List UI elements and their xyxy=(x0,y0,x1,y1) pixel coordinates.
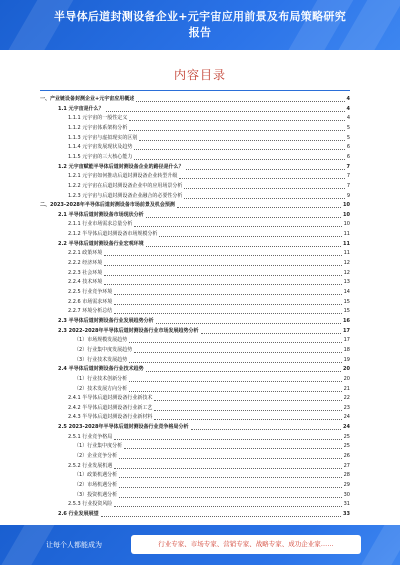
report-footer-banner xyxy=(0,525,400,565)
toc-entry-page: 22 xyxy=(343,395,350,402)
toc-entry-page: 26 xyxy=(343,453,350,460)
footer-slogan-box: 行业专家、市场专家、营销专家、战略专家、成功企业家…… xyxy=(131,535,361,554)
toc-entry-label: 2.5.2 行业发展机遇 xyxy=(68,462,113,469)
toc-entry[interactable] xyxy=(40,95,350,104)
toc-entry-page: 17 xyxy=(343,327,350,334)
toc-leader-dots xyxy=(129,130,344,131)
toc-entry-page: 5 xyxy=(346,124,350,131)
toc-leader-dots xyxy=(154,410,341,411)
toc-leader-dots xyxy=(134,226,341,227)
toc-entry[interactable] xyxy=(58,211,350,220)
toc-entry-label: 2.2.4 技术环境 xyxy=(68,279,103,286)
toc-entry-page: 28 xyxy=(343,472,350,479)
toc-entry-label: （3）行业技术发展趋势 xyxy=(74,356,128,363)
toc-leader-dots xyxy=(104,265,341,266)
toc-entry[interactable] xyxy=(58,365,350,374)
toc-entry-page: 11 xyxy=(343,231,350,238)
toc-entry-label: （1）行业集中度分析 xyxy=(74,443,123,450)
toc-entry-page: 7 xyxy=(346,163,350,170)
toc-entry-label: 1.2.3 元宇宙与后道封测设备企业融合的必要性分析 xyxy=(68,192,183,199)
toc-entry[interactable] xyxy=(74,442,350,451)
toc-entry-page: 14 xyxy=(343,289,350,295)
toc-leader-dots xyxy=(104,275,341,276)
toc-entry[interactable] xyxy=(74,491,350,500)
toc-entry-label: （3）投资机遇分析 xyxy=(74,491,118,498)
toc-leader-dots xyxy=(106,111,345,112)
toc-entry[interactable] xyxy=(68,143,350,152)
toc-entry-page: 21 xyxy=(343,385,350,392)
toc-entry-label: 2.4.2 半导体后道封测设备行业新工艺 xyxy=(68,404,153,411)
toc-entry[interactable] xyxy=(58,423,350,432)
toc-entry-label: （2）市场机遇分析 xyxy=(74,482,118,488)
toc-entry-page: 27 xyxy=(343,462,350,469)
toc-entry[interactable] xyxy=(68,269,350,278)
toc-entry[interactable] xyxy=(68,249,350,258)
toc-entry-page: 17 xyxy=(343,337,350,344)
toc-entry-page: 18 xyxy=(343,346,350,353)
toc-leader-dots xyxy=(114,294,341,295)
toc-entry-label: 1.1.3 元宇宙与虚拟现实的区别 xyxy=(68,134,138,141)
toc-leader-dots xyxy=(124,448,341,449)
toc-entry-page: 24 xyxy=(343,414,350,421)
toc-leader-dots xyxy=(129,391,341,392)
toc-entry[interactable] xyxy=(74,356,350,365)
toc-entry-label: 2.3 2022-2028年半导体后道封测设备行业市场发展趋势分析 xyxy=(58,327,199,334)
toc-entry-page: 7 xyxy=(346,173,350,180)
toc-entry-label: 2.5 2023-2028年半导体后道封测设备行业竞争格局分析 xyxy=(58,424,189,431)
toc-entry-label: 2.6 行业发展展望 xyxy=(58,510,99,517)
toc-entry[interactable] xyxy=(74,375,350,384)
toc-entry-label: 1.1.2 元宇宙体系架构分析 xyxy=(68,124,128,131)
toc-leader-dots xyxy=(104,255,341,256)
toc-leader-dots xyxy=(177,207,341,208)
toc-entry-label: 2.1 半导体后道封测设备市场现状分析 xyxy=(58,211,144,218)
toc-entry[interactable] xyxy=(68,220,350,229)
toc-leader-dots xyxy=(119,497,341,498)
toc-entry-page: 15 xyxy=(343,308,350,315)
toc-leader-dots xyxy=(201,333,342,334)
toc-leader-dots xyxy=(104,284,341,285)
toc-leader-dots xyxy=(184,188,344,189)
toc-entry[interactable] xyxy=(68,153,350,162)
toc-leader-dots xyxy=(146,246,341,247)
toc-entry-label: 2.5.1 行业竞争格局 xyxy=(68,433,113,440)
toc-entry-label: （1）市场规模发展趋势 xyxy=(74,337,128,344)
toc-entry[interactable] xyxy=(68,298,350,307)
toc-leader-dots xyxy=(129,120,344,121)
toc-entry[interactable] xyxy=(68,500,350,509)
toc-entry-page: 29 xyxy=(343,482,350,488)
toc-entry[interactable] xyxy=(68,134,350,143)
toc-entry-label: 2.1.2 半导体后道封测设备市场规模分析 xyxy=(68,231,158,238)
toc-entry[interactable] xyxy=(68,278,350,287)
toc-entry-page: 6 xyxy=(346,153,350,160)
report-title: 半导体后道封测设备企业+元宇宙应用前景及布局策略研究报告 xyxy=(53,10,346,39)
toc-entry-label: 1.1 元宇宙是什么？ xyxy=(58,105,104,112)
toc-entry[interactable] xyxy=(68,259,350,268)
toc-leader-dots xyxy=(134,352,341,353)
report-header-banner xyxy=(0,0,400,50)
toc-entry[interactable] xyxy=(58,163,350,172)
toc-entry-page: 5 xyxy=(346,134,350,141)
toc-leader-dots xyxy=(134,159,344,160)
toc-entry[interactable] xyxy=(58,327,350,336)
toc-heading: 内容目录 xyxy=(173,68,226,82)
toc-leader-dots xyxy=(114,468,341,469)
toc-entry-label: 2.2.2 经济环境 xyxy=(68,260,103,267)
toc-entry-page: 15 xyxy=(343,298,350,305)
toc-leader-dots xyxy=(146,217,341,218)
toc-entry[interactable] xyxy=(58,105,350,114)
toc-entry-label: 1.2.1 元宇宙如何推动后道封测设备企业转型升级 xyxy=(68,173,178,180)
toc-entry[interactable] xyxy=(74,385,350,394)
toc-entry-page: 11 xyxy=(343,250,350,257)
toc-entry-label: 2.2 半导体后道封测设备行业宏观环境 xyxy=(58,240,144,247)
toc-leader-dots xyxy=(114,506,341,507)
toc-entry[interactable] xyxy=(74,481,350,490)
toc-entry-label: 1.1.5 元宇宙的三大核心能力 xyxy=(68,153,133,160)
footer-slogan: 让每个人都能成为 xyxy=(46,541,102,549)
toc-leader-dots xyxy=(114,439,341,440)
toc-leader-dots xyxy=(186,169,345,170)
toc-entry-label: 2.2.3 社会环境 xyxy=(68,269,103,276)
toc-leader-dots xyxy=(119,487,341,488)
toc-entry-label: 2.5.3 行业投资风险 xyxy=(68,501,113,508)
toc-entry[interactable] xyxy=(58,510,350,519)
toc-entry-page: 31 xyxy=(343,501,350,508)
toc-entry-page: 24 xyxy=(343,424,350,431)
toc-entry[interactable] xyxy=(68,413,350,422)
toc-leader-dots xyxy=(119,458,341,459)
toc-leader-dots xyxy=(114,313,341,314)
toc-leader-dots xyxy=(156,323,341,324)
toc-leader-dots xyxy=(114,304,341,305)
toc-entry-label: 2.3 半导体后道封测设备行业发展趋势分析 xyxy=(58,317,154,324)
toc-entry-page: 4 xyxy=(346,115,350,122)
toc-entry[interactable] xyxy=(68,307,350,316)
toc-entry[interactable] xyxy=(74,336,350,345)
toc-entry-label: 2.4 半导体后道封测设备行业技术趋势 xyxy=(58,366,144,373)
toc-entry-label: 1.2.2 元宇宙在后道封测设备企业中的应用场景分析 xyxy=(68,182,183,189)
toc-entry[interactable] xyxy=(58,317,350,326)
toc-leader-dots xyxy=(154,419,341,420)
toc-entry-label: 2.2.7 环境分析总结 xyxy=(68,308,113,315)
toc-leader-dots xyxy=(191,429,342,430)
toc-entry-page: 10 xyxy=(343,211,350,218)
toc-entry-page: 12 xyxy=(343,260,350,267)
toc-entry-label: （1）行业技术创新分析 xyxy=(74,375,128,382)
toc-entry-page: 9 xyxy=(346,192,350,199)
toc-leader-dots xyxy=(139,140,344,141)
toc-entry[interactable] xyxy=(68,404,350,413)
toc-entry-page: 6 xyxy=(346,144,350,151)
toc-leader-dots xyxy=(184,198,344,199)
toc-entry-page: 10 xyxy=(343,202,350,209)
toc-entry-page: 19 xyxy=(343,356,350,363)
toc-entry[interactable] xyxy=(58,240,350,249)
toc-entry[interactable] xyxy=(68,394,350,403)
toc-leader-dots xyxy=(119,477,341,478)
toc-entry-page: 4 xyxy=(346,96,350,102)
toc-entry-label: 2.2.6 市场需求环境 xyxy=(68,298,113,305)
toc-entry[interactable] xyxy=(68,462,350,471)
toc-entry[interactable] xyxy=(74,346,350,355)
toc-entry[interactable] xyxy=(68,288,350,297)
toc-entry-page: 11 xyxy=(343,240,350,247)
toc-entry-label: 2.2.1 政策环境 xyxy=(68,250,103,257)
toc-entry-label: 2.1.1 行业市场需求总量分析 xyxy=(68,221,133,228)
toc-entry-page: 20 xyxy=(343,366,350,373)
toc-leader-dots xyxy=(129,362,341,363)
toc-entry[interactable] xyxy=(68,124,350,133)
toc-entry-label: （2）企业竞争分析 xyxy=(74,453,118,460)
toc-entry-label: 1.2 元宇宙赋能半导体后道封测设备企业的路径是什么？ xyxy=(58,163,184,170)
toc-leader-dots xyxy=(129,342,341,343)
toc-entry-page: 12 xyxy=(343,269,350,276)
toc-entry-label: （2）技术发展方向分析 xyxy=(74,385,128,392)
toc-entry-label: 2.2.5 行业竞争环境 xyxy=(68,289,113,295)
toc-entry-page: 33 xyxy=(343,510,350,517)
toc-entry[interactable] xyxy=(68,192,350,201)
toc-leader-dots xyxy=(146,371,341,372)
toc-entry-page: 25 xyxy=(343,443,350,450)
toc-divider xyxy=(40,90,350,91)
toc-entry-page: 7 xyxy=(346,182,350,189)
toc-entry[interactable] xyxy=(74,471,350,480)
toc-entry[interactable] xyxy=(40,201,350,210)
toc-entry-page: 10 xyxy=(343,221,350,228)
toc-entry-label: 2.4.1 半导体后道封测设备行业新技术 xyxy=(68,395,153,402)
toc-entry[interactable] xyxy=(68,433,350,442)
toc-entry[interactable] xyxy=(68,114,350,123)
toc-entry-page: 23 xyxy=(343,404,350,411)
toc-leader-dots xyxy=(101,516,341,517)
toc-entry-page: 16 xyxy=(343,317,350,324)
toc-entry-page: 13 xyxy=(343,279,350,286)
toc-entry-label: 1.1.4 元宇宙发展现状及趋势 xyxy=(68,144,133,151)
toc-entry-label: 二、2023-2028年半导体后道封测设备市场前景及机会预测 xyxy=(40,202,175,209)
toc-entry-label: （1）政策机遇分析 xyxy=(74,472,118,479)
toc-entry[interactable] xyxy=(74,452,350,461)
toc-entry-page: 4 xyxy=(346,105,350,112)
toc-leader-dots xyxy=(136,101,344,102)
toc-entry-label: 一、产业链设备封测企业+元宇宙应用概述 xyxy=(40,96,135,102)
toc-entry[interactable] xyxy=(68,230,350,239)
toc-entry[interactable] xyxy=(68,172,350,181)
toc-leader-dots xyxy=(154,400,341,401)
toc-leader-dots xyxy=(159,236,341,237)
toc-entry-page: 30 xyxy=(343,491,350,498)
toc-entry[interactable] xyxy=(68,182,350,191)
toc-entry-label: （2）行业集中度发展趋势 xyxy=(74,346,133,353)
toc-entry-label: 2.4.3 半导体后道封测设备行业新材料 xyxy=(68,414,153,421)
toc-entry-page: 25 xyxy=(343,433,350,440)
toc-leader-dots xyxy=(134,149,344,150)
toc-entry-page: 20 xyxy=(343,375,350,382)
toc-entry-label: 1.1.1 元宇宙的一般性定义 xyxy=(68,115,128,122)
toc-leader-dots xyxy=(179,178,344,179)
toc-leader-dots xyxy=(129,381,341,382)
